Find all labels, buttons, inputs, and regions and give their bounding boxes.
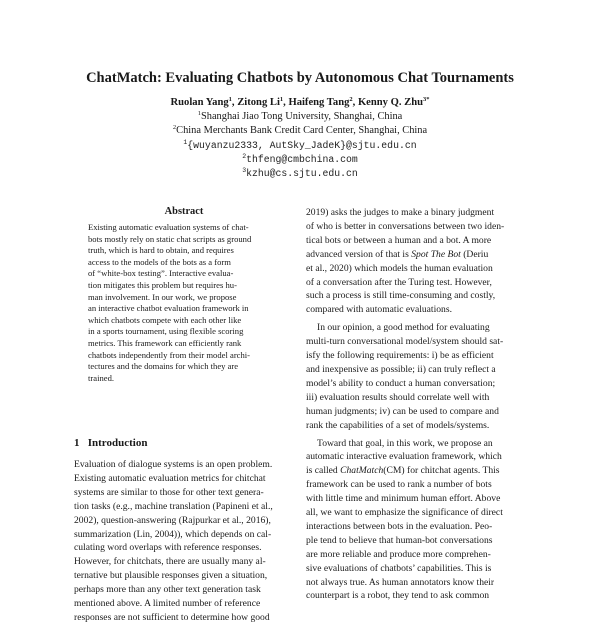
email-mark: 2 [242, 153, 247, 160]
author-name: Kenny Q. Zhu [357, 97, 423, 108]
body-line: human judgments; iv) can be used to compare and [306, 405, 499, 417]
text-run: is called [306, 465, 341, 477]
right-column-body [306, 206, 530, 603]
text-run: (CM) for chitchat agents. This [383, 465, 500, 477]
abstract-line: of “white-box testing”. Interactive evalua- [88, 268, 234, 279]
affiliation-mark: 2 [172, 124, 177, 131]
author-name: Haifeng Tang [288, 97, 350, 108]
affiliation-mark: 1 [197, 110, 201, 117]
body-line: responses are not sufficient to determine how good [74, 611, 270, 623]
left-column-body [74, 458, 296, 625]
body-line: Evaluation of dialogue systems is an open problem. [74, 459, 273, 470]
affiliation-text: China Merchants Bank Credit Card Center, Shanghai, China [176, 125, 428, 136]
author-list: Ruolan Yang$^1$, Zitong Li$^1$, Haifeng Tang$^2$, Kenny Q. Zhu$^{3*}$ [170, 96, 430, 108]
body-line: culating word overlaps with reference responses. [74, 542, 262, 554]
body-line: compared with automatic evaluations. [306, 304, 452, 316]
body-line: model’s ability to conduct a human conversation; [306, 377, 496, 389]
body-line: such a process is still time-consuming and costly, [306, 290, 496, 302]
body-line: ple tend to believe that human-bot conversations [306, 534, 493, 546]
body-line [306, 248, 530, 262]
body-line: counterpart is a robot, they tend to ask common [306, 590, 490, 602]
abstract-line: metrics. This framework can efficiently rank [88, 337, 242, 348]
body-line: Existing automatic evaluation metrics for chitchat [74, 472, 266, 484]
italic-term: Spot The Bot [411, 248, 461, 260]
body-line: automatic interactive evaluation framework, which [306, 451, 502, 463]
abstract-line: man involvement. In our work, we propose [88, 291, 237, 302]
abstract-line: in a sports tournament, using flexible scoring [88, 326, 244, 337]
body-line: However, for chitchats, there are usually many al- [74, 556, 266, 568]
abstract-line: an interactive chatbot evaluation framework in [88, 303, 249, 314]
abstract-line: tectures and the domains for which they are [88, 361, 239, 372]
body-line: with little time and minimum human effort. Above [306, 493, 501, 505]
section-title: Introduction [87, 437, 148, 449]
abstract-line: bots mostly rely on static chat scripts as ground [88, 233, 252, 244]
author-mark: 1 [228, 96, 232, 103]
email-text: {wuyanzu2333, AutSky_JadeK}@sjtu.edu.cn [187, 140, 417, 151]
body-line: of a conversation after the Turing test. However, [306, 276, 492, 288]
body-line: iii) evaluation results should correlate well with [306, 391, 490, 403]
body-line: are more reliable and produce more comprehen- [306, 548, 491, 560]
body-line: rank the capabilities of a set of models/systems. [306, 419, 490, 431]
body-line: sive evaluations of chatbots’ capabilities. This is [306, 562, 492, 574]
author-name: Ruolan Yang [170, 97, 229, 108]
email-text: thfeng@cmbchina.com [246, 154, 358, 165]
abstract-line: truth, which is hard to obtain, and requires [88, 245, 234, 256]
body-line: not always true. As human annotators know their [306, 576, 495, 588]
italic-term: ChatMatch [340, 465, 384, 477]
email-mark: 3 [242, 167, 247, 174]
body-line: and inexpensive as possible; ii) can truly reflect a [306, 363, 496, 375]
body-line: framework can be used to rank a number of bots [306, 479, 492, 491]
body-line: Toward that goal, in this work, we propose an [317, 437, 493, 449]
body-line: multi-turn conversational model/system should sat- [306, 336, 504, 348]
text-run: advanced version of that is [306, 248, 412, 260]
body-line [306, 464, 530, 478]
abstract-heading: Abstract [164, 206, 204, 217]
body-line: tion tasks (e.g., machine translation (Papineni et al., [74, 500, 273, 512]
body-line: all, we want to emphasize the significance of direct [306, 507, 503, 519]
body-line: summarization (Lin, 2004)), which depends on cal- [74, 528, 272, 540]
text-run: (Deriu [460, 248, 489, 260]
abstract-line: Existing automatic evaluation systems of chat- [88, 222, 249, 232]
author-mark: 2 [349, 96, 353, 103]
abstract-line: tion mitigates this problem but requires hu- [88, 279, 237, 290]
body-line: perhaps more than any other text generation task [74, 584, 261, 596]
body-line: interactions between bots in the evaluation. Peo- [306, 520, 493, 532]
body-line: mentioned above. A limited number of reference [74, 598, 261, 610]
body-line: 2019) asks the judges to make a binary judgment [306, 207, 495, 218]
email-text: kzhu@cs.sjtu.edu.cn [246, 168, 358, 179]
body-line: tical bots or between a human and a bot. A more [306, 234, 492, 246]
abstract-line: trained. [88, 372, 115, 383]
abstract-line: chatbots independently from their model archi- [88, 349, 251, 360]
abstract-line: which chatbots compete with each other like [88, 314, 242, 325]
body-line: et al., 2020) which models the human evaluation [306, 262, 493, 274]
body-line: of who is better in conversations between two iden- [306, 220, 505, 232]
author-mark: 3* [423, 96, 430, 103]
body-line: 2002), question-answering (Rajpurkar et al., 2016), [74, 514, 271, 526]
section-number: 1 [74, 437, 80, 449]
paper-title: ChatMatch: Evaluating Chatbots by Autonomous Chat Tournaments [86, 70, 514, 86]
email-mark: 1 [183, 139, 188, 146]
author-mark: 1 [279, 96, 284, 103]
body-line: In our opinion, a good method for evaluating [317, 322, 490, 334]
abstract-line: access to the models of the bots as a form [88, 256, 231, 267]
affiliation-text: Shanghai Jiao Tong University, Shanghai, China [200, 111, 403, 122]
body-line: systems are similar to those for other text genera- [74, 486, 264, 498]
author-name: Zitong Li [237, 97, 280, 108]
body-line: isfy the following requirements: i) be as efficient [306, 350, 494, 362]
body-line: ternative but plausible responses given a situation, [74, 570, 268, 582]
